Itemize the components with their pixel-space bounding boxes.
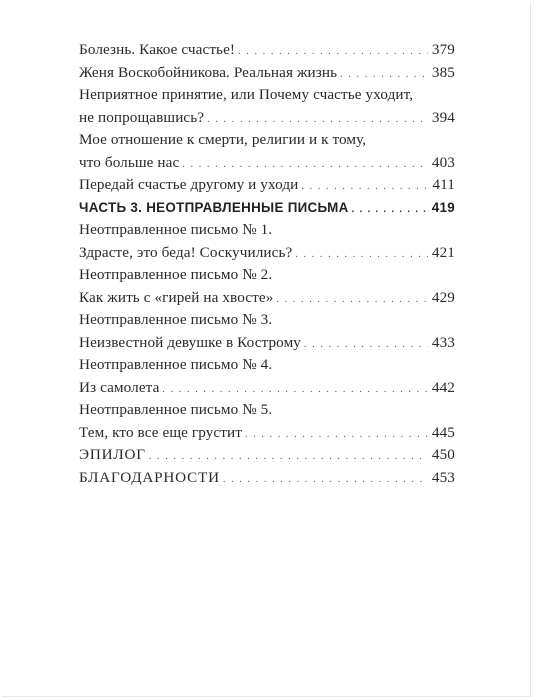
toc-entry-line: [79, 467, 455, 490]
toc-entry-title: Неизвестной девушке в Кострому: [79, 333, 301, 351]
book-page: [2, 2, 531, 697]
toc-entry-title: Мое отношение к смерти, религии и к тому,: [79, 131, 367, 148]
table-of-contents: [79, 39, 455, 489]
dot-leader: [238, 41, 428, 64]
toc-entry-title: Передай счастье другому и уходи: [79, 176, 299, 193]
dot-leader: [301, 176, 428, 199]
toc-entry-line: [79, 377, 455, 400]
toc-page-number: 445: [431, 423, 455, 441]
toc-entry-line: [79, 174, 455, 197]
toc-entry-line: [79, 354, 455, 377]
toc-entry: [79, 444, 455, 467]
toc-page-number: 450: [431, 446, 455, 463]
toc-page-number: 411: [432, 176, 455, 193]
toc-entry-title: Из самолета: [79, 378, 160, 396]
toc-entry-line: [79, 62, 455, 85]
toc-entry-line: [79, 219, 455, 242]
dot-leader: [352, 199, 428, 222]
toc-entry-line: [79, 309, 455, 332]
dot-leader: [207, 109, 428, 132]
toc-page-number: 394: [431, 108, 455, 126]
dot-leader: [149, 446, 428, 469]
toc-entry-title: Неотправленное письмо № 5.: [79, 401, 273, 418]
dot-leader: [340, 64, 428, 87]
toc-entry: [79, 62, 455, 85]
toc-entry-line: [79, 107, 455, 130]
toc-entry-title: Неприятное принятие, или Почему счастье уходит,: [79, 86, 414, 103]
toc-page-number: 379: [431, 41, 455, 58]
dot-leader: [182, 154, 428, 177]
toc-page-number: 433: [431, 333, 455, 351]
dot-leader: [245, 424, 428, 447]
toc-entry-title: Неотправленное письмо № 2.: [79, 266, 273, 283]
dot-leader: [223, 469, 428, 492]
toc-entry-title: Здрасте, это беда! Соскучились?: [79, 243, 293, 261]
dot-leader: [162, 379, 427, 402]
toc-entry: [79, 39, 455, 62]
toc-entry: [79, 354, 455, 399]
toc-entry: [79, 219, 455, 264]
toc-entry-line: [79, 399, 455, 422]
toc-entry-line: [79, 152, 455, 175]
toc-entry: [79, 399, 455, 444]
toc-entry-title: ЧАСТЬ 3. НЕОТПРАВЛЕННЫЕ ПИСЬМА: [79, 199, 349, 215]
toc-entry: [79, 129, 455, 174]
toc-entry-line: [79, 129, 455, 152]
toc-entry: [79, 84, 455, 129]
toc-entry-title: Как жить с «гирей на хвосте»: [79, 288, 274, 306]
toc-entry: [79, 264, 455, 309]
toc-entry-title: Неотправленное письмо № 3.: [79, 311, 273, 328]
dot-leader: [276, 289, 428, 312]
toc-entry-title: Женя Воскобойникова. Реальная жизнь: [79, 63, 338, 81]
toc-entry-line: [79, 264, 455, 287]
toc-page-number: 442: [431, 378, 455, 396]
toc-entry: [79, 467, 455, 490]
toc-page-number: 403: [431, 153, 455, 171]
toc-entry-title: что больше нас: [79, 153, 180, 171]
dot-leader: [295, 244, 428, 267]
toc-page-number: 453: [431, 468, 455, 486]
toc-page-number: 419: [431, 199, 455, 215]
toc-entry-title: Неотправленное письмо № 4.: [79, 356, 273, 373]
toc-part-heading: [79, 197, 455, 220]
toc-entry-line: [79, 84, 455, 107]
toc-entry-line: [79, 287, 455, 310]
toc-page-number: 429: [431, 288, 455, 306]
toc-entry-line: [79, 242, 455, 265]
toc-entry-line: [79, 422, 455, 445]
toc-entry-line: [79, 332, 455, 355]
toc-entry-title: не попрощавшись?: [79, 108, 205, 126]
toc-entry-title: ЭПИЛОГ: [79, 446, 146, 463]
toc-entry-line: [79, 444, 455, 467]
toc-entry-line: [79, 197, 455, 220]
toc-entry-title: Неотправленное письмо № 1.: [79, 221, 273, 238]
toc-entry-title: БЛАГОДАРНОСТИ: [79, 468, 220, 486]
toc-entry: [79, 309, 455, 354]
toc-page-number: 385: [431, 63, 455, 81]
toc-entry: [79, 174, 455, 197]
toc-page-number: 421: [431, 243, 455, 261]
dot-leader: [304, 334, 428, 357]
toc-entry-title: Тем, кто все еще грустит: [79, 423, 242, 441]
toc-entry-line: [79, 39, 455, 62]
toc-entry-title: Болезнь. Какое счастье!: [79, 41, 236, 58]
